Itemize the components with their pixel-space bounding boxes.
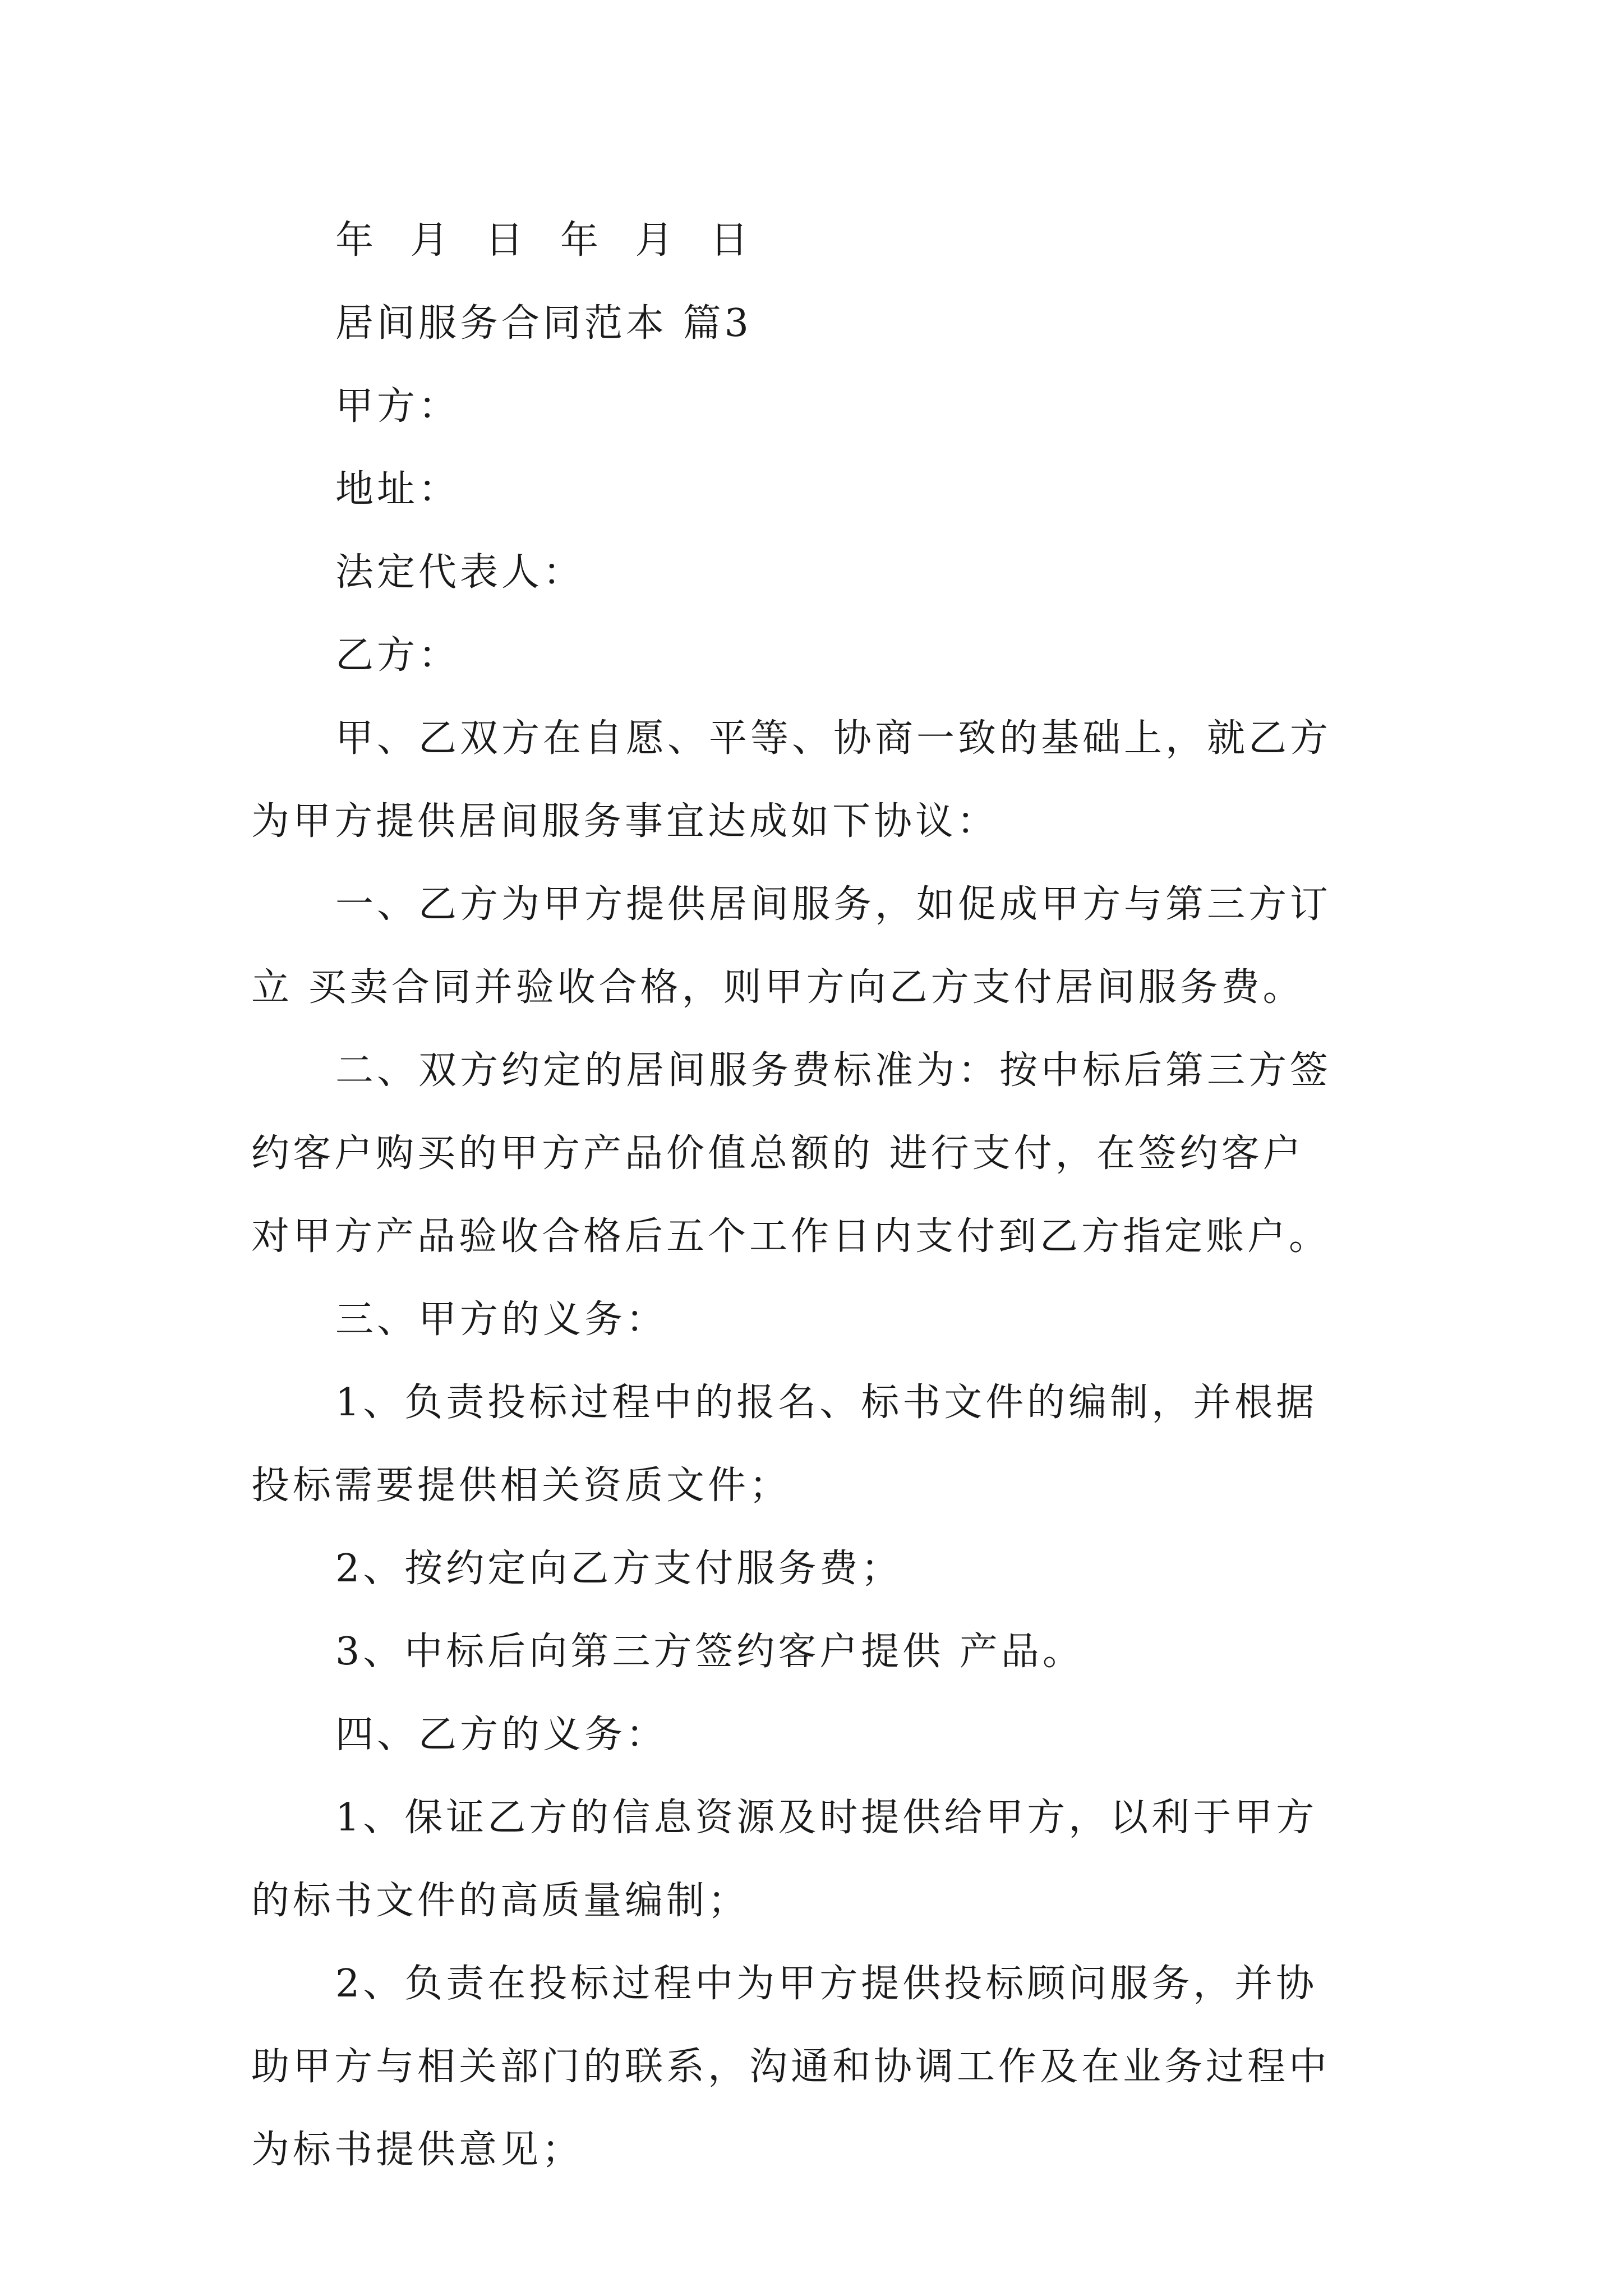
clause-2-line: 对甲方产品验收合格后五个工作日内支付到乙方指定账户。 xyxy=(251,1214,1331,1259)
clause-3-heading: 三、甲方的义务： xyxy=(335,1297,668,1342)
clause-4-item-1-line: 的标书文件的高质量编制； xyxy=(251,1879,750,1923)
clause-3-item-1-line: 1、负责投标过程中的报名、标书文件的编制，并根据 xyxy=(335,1381,1318,1425)
party-b-label: 乙方： xyxy=(335,633,460,678)
section-heading: 居间服务合同范本 篇3 xyxy=(335,301,752,346)
clause-1-line: 立 买卖合同并验收合格，则甲方向乙方支付居间服务费。 xyxy=(251,965,1304,1010)
clause-2-line: 二、双方约定的居间服务费标准为：按中标后第三方签 xyxy=(335,1048,1332,1093)
clause-3-item-1-line: 投标需要提供相关资质文件； xyxy=(251,1464,791,1508)
intro-paragraph-line: 为甲方提供居间服务事宜达成如下协议： xyxy=(251,799,999,844)
clause-4-item-2-line: 为标书提供意见； xyxy=(251,2128,584,2172)
document-body xyxy=(251,199,1395,2192)
clause-2-line: 约客户购买的甲方产品价值总额的 进行支付，在签约客户 xyxy=(251,1131,1304,1176)
clause-1-line: 一、乙方为甲方提供居间服务，如促成甲方与第三方订 xyxy=(335,882,1332,927)
signature-date-line: 年 月 日 年 月 日 xyxy=(335,218,761,263)
intro-paragraph-line: 甲、乙双方在自愿、平等、协商一致的基础上，就乙方 xyxy=(335,716,1332,761)
clause-3-item-3: 3、中标后向第三方签约客户提供 产品。 xyxy=(335,1630,1084,1674)
legal-representative-label: 法定代表人： xyxy=(335,550,585,595)
clause-4-item-2-line: 2、负责在投标过程中为甲方提供投标顾问服务，并协 xyxy=(335,1962,1318,2006)
clause-4-item-2-line: 助甲方与相关部门的联系，沟通和协调工作及在业务过程中 xyxy=(251,2045,1331,2089)
clause-3-item-2: 2、按约定向乙方支付服务费； xyxy=(335,1547,903,1591)
clause-4-heading: 四、乙方的义务： xyxy=(335,1713,668,1757)
address-label: 地址： xyxy=(335,467,460,512)
party-a-label: 甲方： xyxy=(335,384,460,429)
clause-4-item-1-line: 1、保证乙方的信息资源及时提供给甲方，以利于甲方 xyxy=(335,1796,1318,1840)
